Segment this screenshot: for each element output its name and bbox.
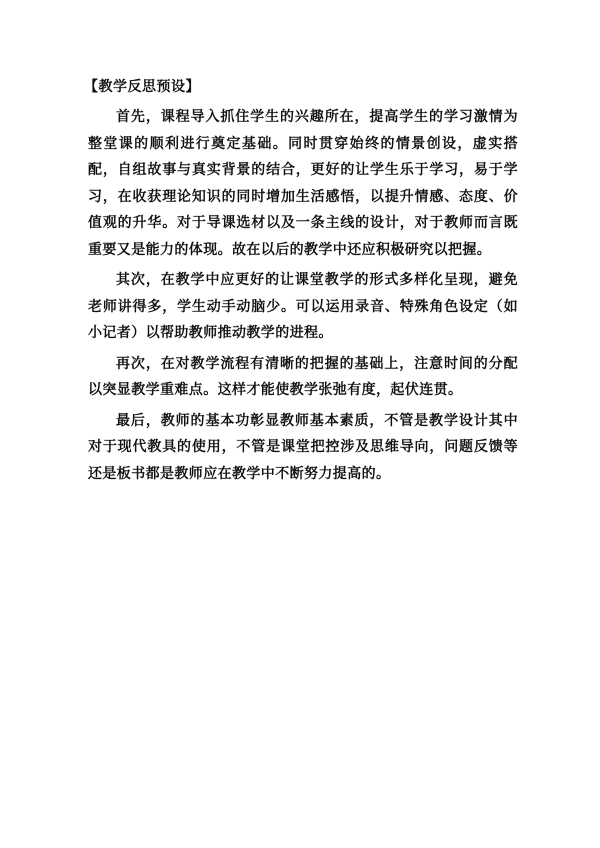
- paragraph-first: 首先，课程导入抓住学生的兴趣所在，提高学生的学习激情为整堂课的顺利进行奠定基础。同时贯穿始终的情景创设，虚实搭配，自组故事与真实背景的结合，更好的让学生乐于学习，易于学习，在收获理论知识的同时增加生活感悟，以提升情感、态度、价值观的升华。对于导课选材以及一条主线的设计，对于教师而言既重要又是能力的体现。故在以后的教学中还应积极研究以把握。: [88, 109, 518, 258]
- document-body: [84, 76, 518, 491]
- paragraph-fourth: 最后，教师的基本功彰显教师基本素质，不管是教学设计其中对于现代教具的使用，不管是课堂把控涉及思维导向，问题反馈等还是板书都是教师应在教学中不断努力提高的。: [88, 412, 518, 482]
- section-heading: 【教学反思预设】: [84, 79, 200, 95]
- paragraph-third: 再次，在对教学流程有清晰的把握的基础上，注意时间的分配以突显教学重难点。这样才能使教学张弛有度，起伏连贯。: [88, 355, 518, 398]
- paragraph-second: 其次，在教学中应更好的让课堂教学的形式多样化呈现，避免老师讲得多，学生动手动脑少。可以运用录音、特殊角色设定（如小记者）以帮助教师推动教学的进程。: [88, 272, 518, 341]
